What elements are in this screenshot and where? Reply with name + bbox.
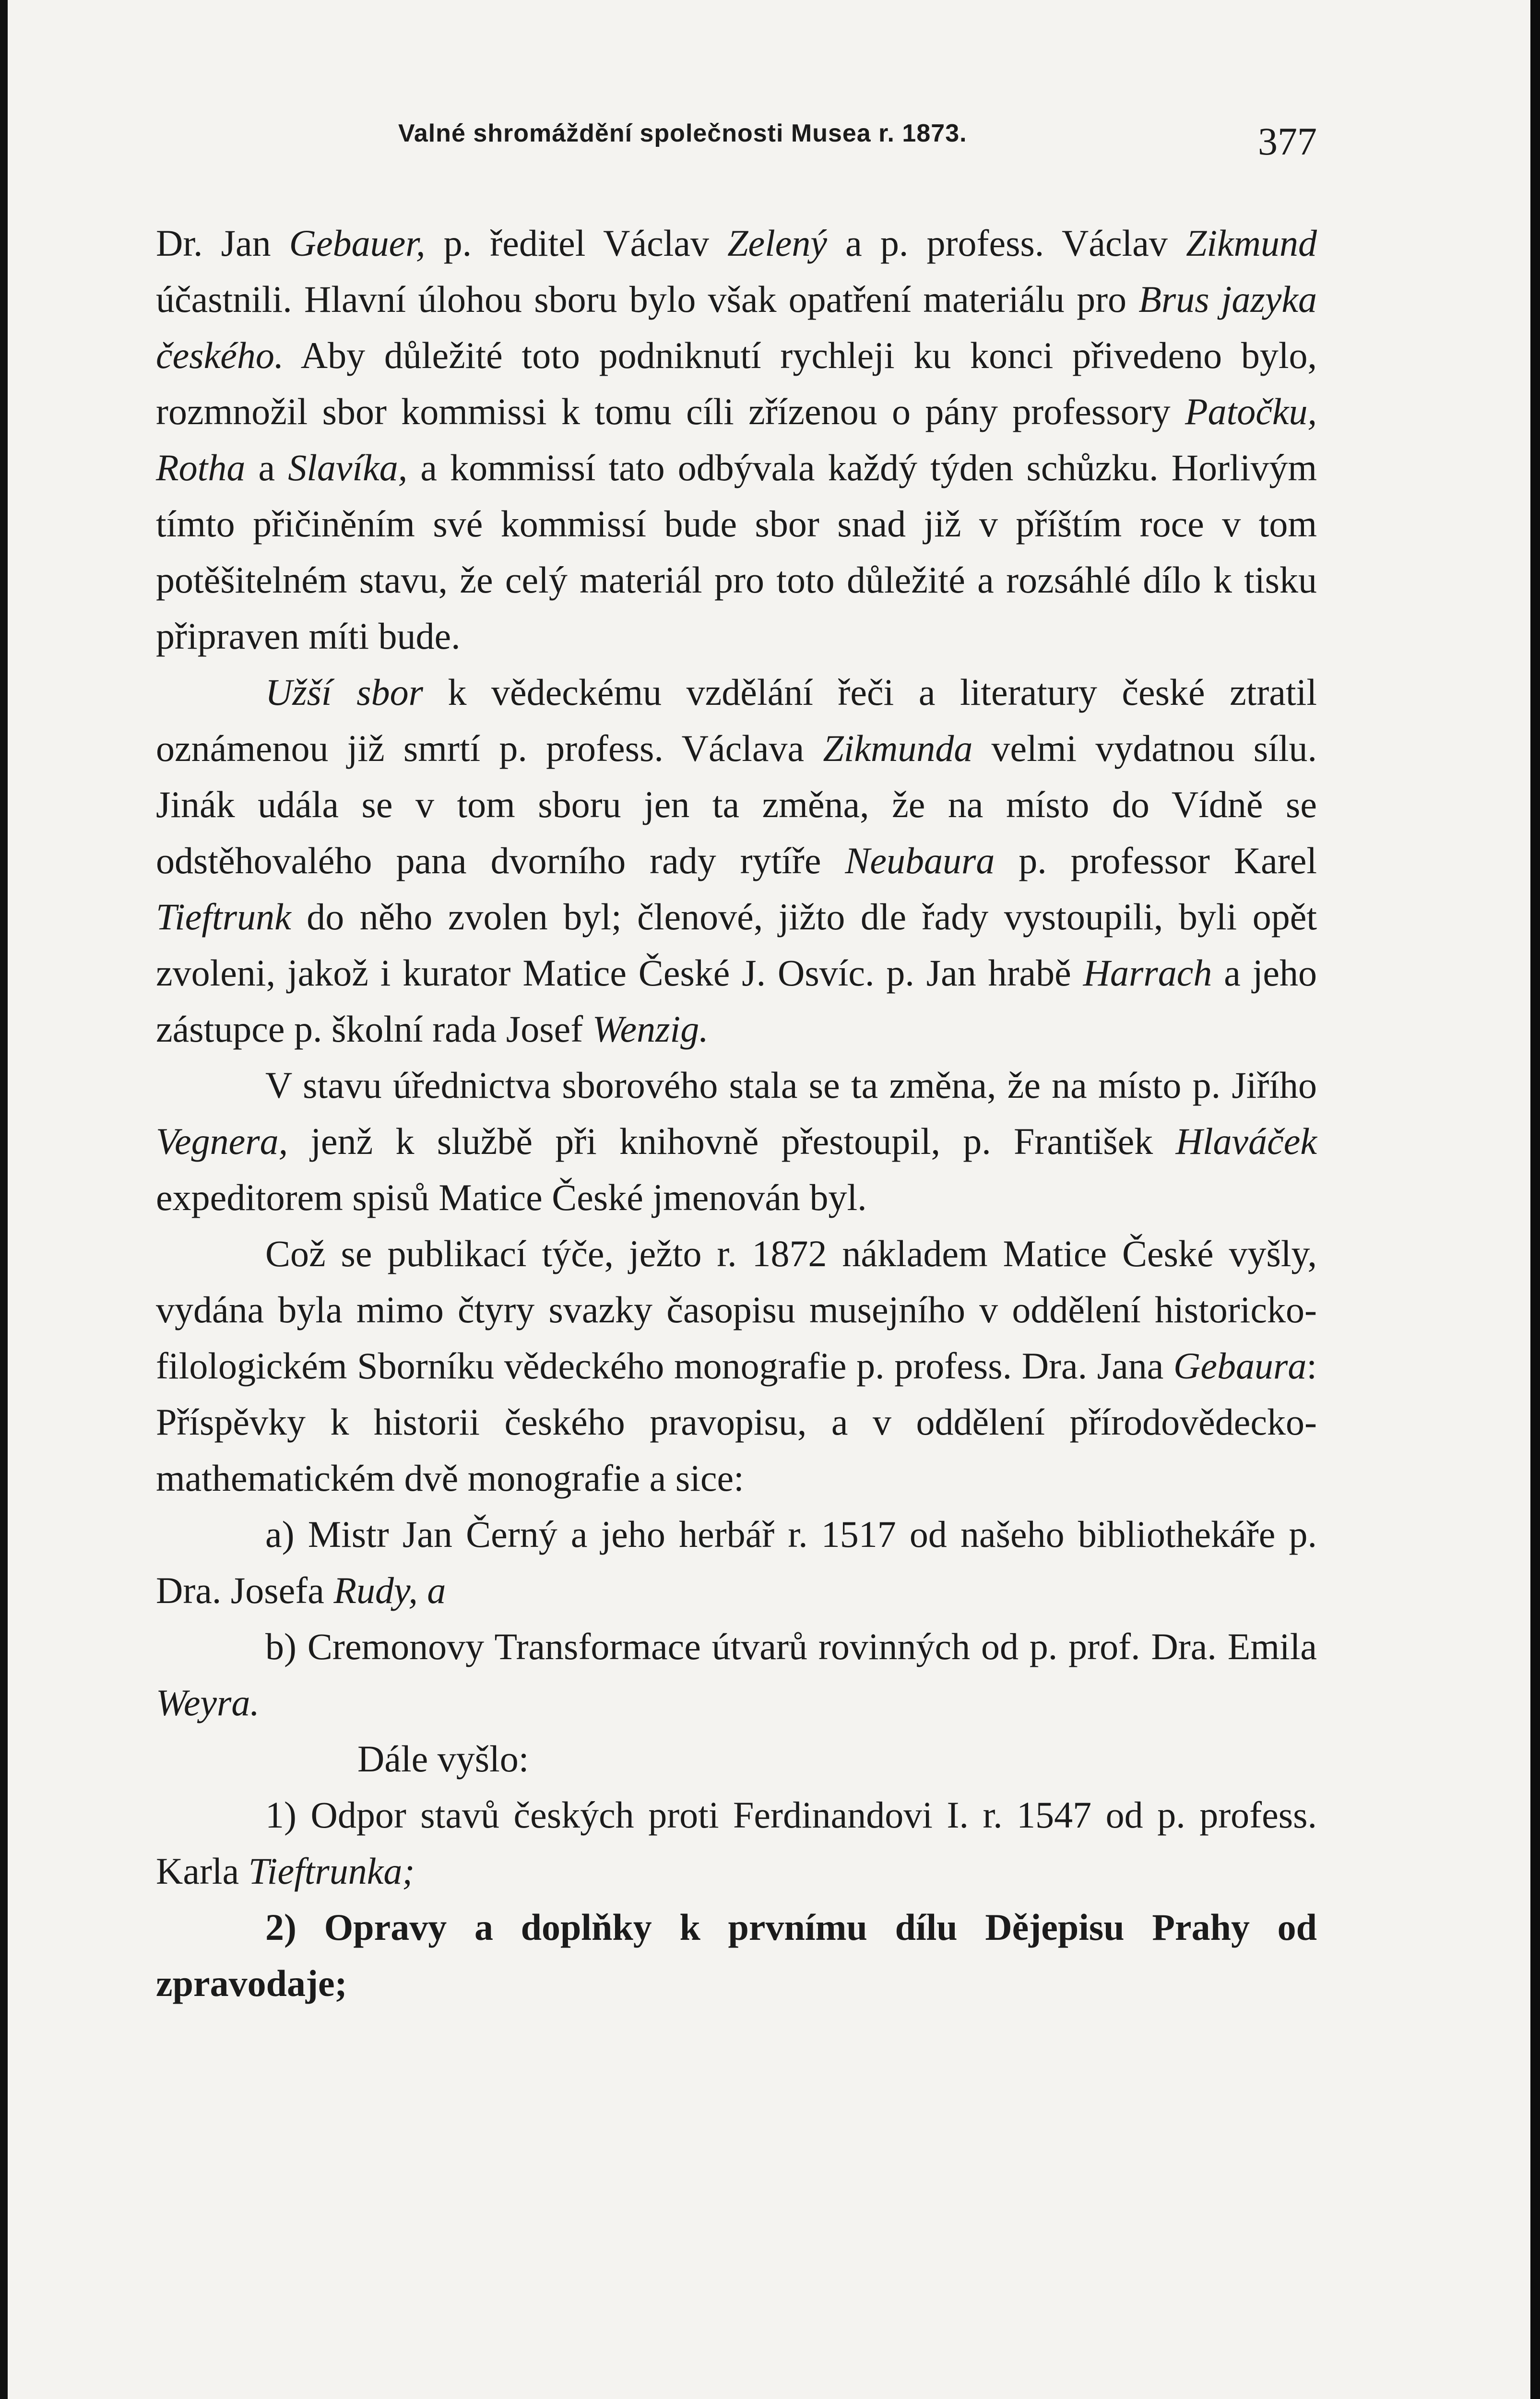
list-item-b: b) Cremonovy Transformace útvarů rovinných od p. prof. Dra. Emila Weyra. [156, 1626, 1317, 1723]
running-title: Valné shromáždění společnosti Musea r. 1873. [398, 119, 967, 147]
paragraph-uzsi-sbor: Užší sbor k vědeckému vzdělání řeči a literatury české ztratil oznámenou již smrtí p. profess. Václava Zikmunda velmi vydatnou sílu. Jinák udála se v tom sboru jen ta změna, že na místo do Vídně se odstěhovalého pana dvorního rady rytíře Neubaura p. professor Karel Tieftrunk do něho zvolen byl; členové, jižto dle řady vystoupili, byli opět zvoleni, jakož i kurator Matice České J. Osvíc. p. Jan hrabě Harrach a jeho zástupce p. školní rada Josef Wenzig. [156, 671, 1317, 1050]
list-item-a: a) Mistr Jan Černý a jeho herbář r. 1517 od našeho bibliothekáře p. Dra. Josefa Rudy, a [156, 1513, 1317, 1611]
paragraph-sbor-work: Dr. Jan Gebauer, p. ředitel Václav Zelený a p. profess. Václav Zikmund účastnili. Hlavní úlohou sboru bylo však opatření materiálu pro Brus jazyka českého. Aby důležité toto podniknutí rychleji ku konci přivedeno bylo, rozmnožil sbor kommissi k tomu cíli zřízenou o pány professory Patočku, Rotha a Slavíka, a kommissí tato odbývala každý týden schůzku. Horlivým tímto přičiněním své kommissí bude sbor snad již v příštím roce v tom potěšitelném stavu, že celý materiál pro toto důležité a rozsáhlé dílo k tisku připraven míti bude. [156, 222, 1317, 657]
list-item-2: 2) Opravy a doplňky k prvnímu dílu Dějepisu Prahy od zpravodaje; [156, 1906, 1317, 2004]
running-header [156, 109, 1317, 172]
list-item-1: 1) Odpor stavů českých proti Ferdinandovi I. r. 1547 od p. profess. Karla Tieftrunka; [156, 1794, 1317, 1892]
paragraph-urednictvo: V stavu úřednictva sborového stala se ta změna, že na místo p. Jiřího Vegnera, jenž k službě při knihovně přestoupil, p. František Hlaváček expeditorem spisů Matice České jmenován byl. [156, 1064, 1317, 1218]
paragraph-dale-vyslo: Dále vyšlo: [357, 1738, 529, 1780]
scan-edge-left [0, 0, 8, 2399]
body-text [156, 215, 1317, 2011]
page-number: 377 [1258, 119, 1317, 163]
paragraph-publikace: Což se publikací týče, ježto r. 1872 nákladem Matice České vyšly, vydána byla mimo čtyry svazky časopisu musejního v oddělení historicko-filologickém Sborníku vědeckého monografie p. profess. Dra. Jana Gebaura: Příspěvky k historii českého pravopisu, a v oddělení přírodovědecko-mathematickém dvě monografie a sice: [156, 1233, 1317, 1499]
scan-edge-right [1530, 0, 1540, 2399]
